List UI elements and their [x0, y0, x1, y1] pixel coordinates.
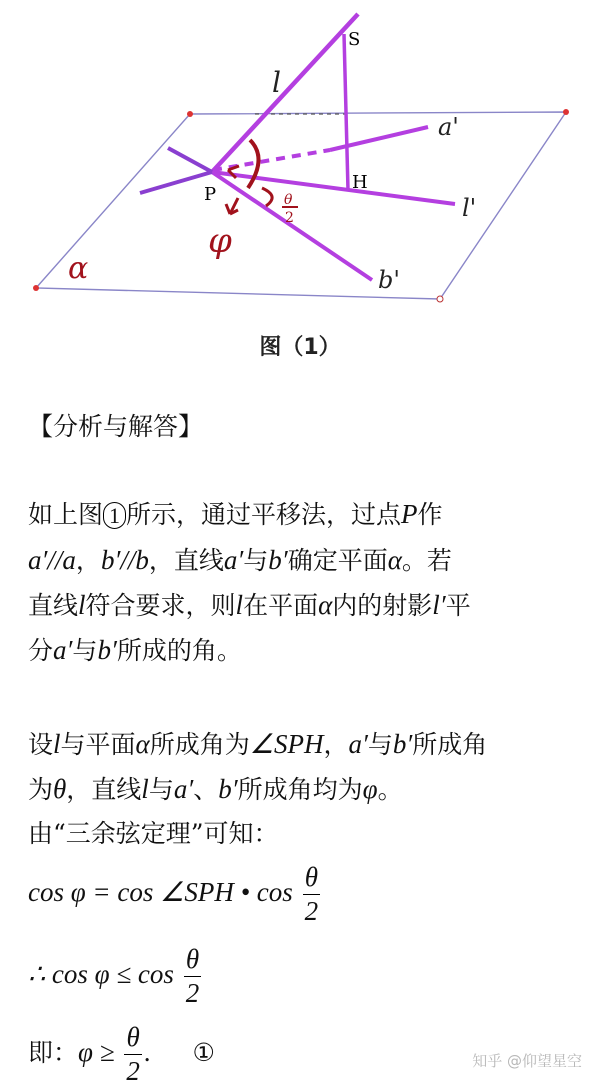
- line-SH: [344, 34, 348, 190]
- formula-3: 即：φ ≥ $\frac{\theta}{2}$ . ①: [28, 1022, 215, 1086]
- label-l-prime: l': [462, 194, 477, 222]
- label-S: S: [348, 29, 361, 50]
- angle-phi-pointer: [226, 198, 238, 214]
- label-P: P: [204, 184, 217, 205]
- label-H: H: [352, 172, 368, 193]
- line-b-prime-back: [140, 172, 212, 193]
- equation-mark: ①: [192, 1038, 215, 1067]
- label-b-prime: b': [378, 266, 400, 294]
- label-a-prime: a': [438, 113, 459, 141]
- angle-theta-arc: [262, 188, 272, 206]
- section-title: 【分析与解答】: [28, 412, 204, 441]
- fraction: $\frac{\theta}{2}$: [304, 862, 319, 926]
- label-two: 2: [285, 210, 294, 226]
- label-alpha: α: [68, 251, 89, 286]
- line-a-prime-back: [168, 148, 212, 172]
- fraction: $\frac{\theta}{2}$: [185, 944, 200, 1008]
- geometry-diagram: [0, 0, 600, 310]
- formula-1: cos φ = cos ∠SPH • cos $\frac{\theta}{2}$: [28, 862, 319, 926]
- line-a-prime: [330, 127, 428, 150]
- plane-corner: [437, 296, 443, 302]
- label-l: l: [272, 66, 281, 99]
- plane-alpha: [36, 112, 566, 299]
- fraction: $\frac{\theta}{2}$: [126, 1022, 140, 1086]
- formula-2: ∴ cos φ ≤ cos $\frac{\theta}{2}$: [28, 944, 200, 1008]
- paragraph-1: 如上图 1 所示，通过平移法，过点P作 a′//a，b′//b，直线a′与b′确定平面α。若 直线l符合要求，则l在平面α内的射影l′平 分a′与b′所成的角。: [28, 499, 471, 665]
- watermark: 知乎 @仰望星空: [472, 1052, 582, 1070]
- plane-corner: [33, 285, 39, 291]
- geometry-figure: [0, 0, 600, 310]
- plane-corner: [563, 109, 569, 115]
- paragraph-2: 设l与平面α所成角为∠SPH，a′与b′所成角 为θ，直线l与a′、b′所成角均为φ。 由“三余弦定理”可知：: [28, 729, 488, 848]
- label-phi: φ: [208, 221, 232, 261]
- label-theta: θ: [284, 192, 293, 208]
- figure-caption: 图（1）: [259, 335, 341, 360]
- plane-corner: [187, 111, 193, 117]
